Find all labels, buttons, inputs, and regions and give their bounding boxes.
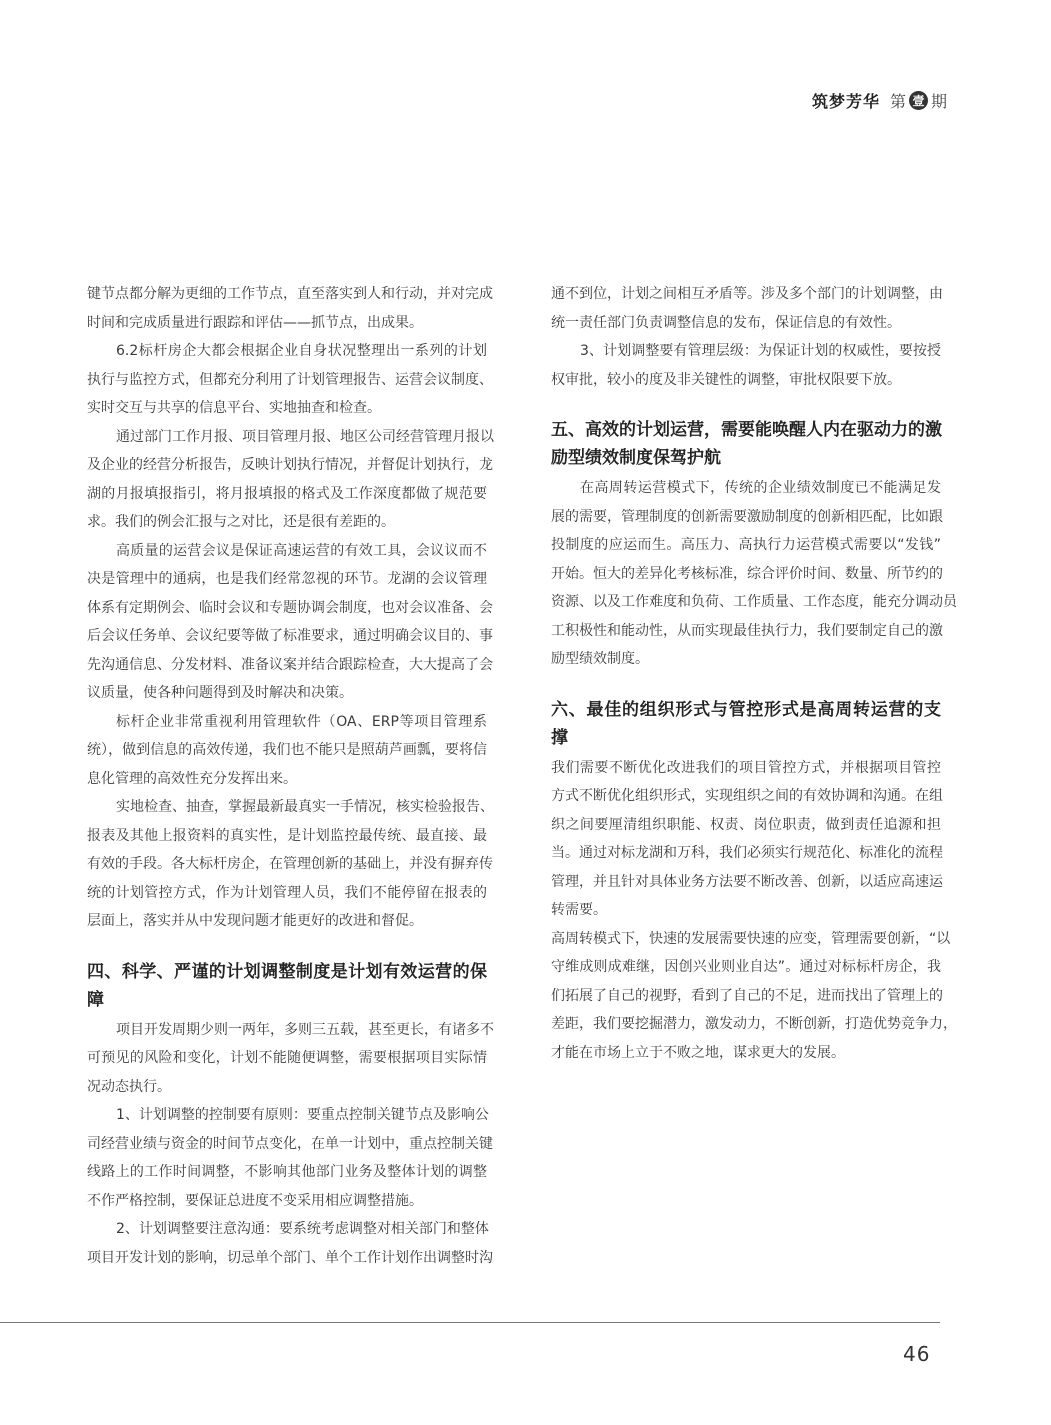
text-line: 及企业的经营分析报告，反映计划执行情况，并督促计划执行，龙	[87, 457, 493, 473]
paragraph	[87, 1215, 493, 1272]
text-line: 求。我们的例会汇报与之对比，还是很有差距的。	[87, 514, 395, 530]
text-line: 权审批，较小的度及非关键性的调整，审批权限要下放。	[551, 371, 901, 388]
text-line: 我们需要不断优化改进我们的项目管控方式，并根据项目管控	[551, 759, 941, 776]
text-line: 工积极性和能动性，从而实现最佳执行力，我们要制定自己的激	[551, 622, 943, 639]
text-line: 统的计划管控方式，作为计划管理人员，我们不能停留在报表的	[87, 884, 487, 901]
paragraph	[551, 754, 941, 925]
paragraph	[551, 925, 957, 1068]
text-line: 当。通过对标龙湖和万科，我们必须实行规范化、标准化的流程	[551, 845, 943, 861]
text-line: 投制度的应运而生。高压力、高执行力运营模式需要以“发钱”	[551, 537, 941, 553]
text-line: 障	[87, 989, 104, 1010]
text-line: 转需要。	[551, 902, 607, 918]
paragraph	[87, 793, 494, 936]
text-line: 先沟通信息、分发材料、准备议案并结合跟踪检查，大大提高了会	[87, 656, 493, 673]
text-line: 况动态执行。	[87, 1078, 171, 1095]
text-line: 四、科学、严谨的计划调整制度是计划有效运营的保	[87, 961, 487, 982]
text-line: 2、计划调整要注意沟通：要系统考虑调整对相关部门和整体	[116, 1221, 489, 1237]
text-line: 层面上，落实并从中发现问题才能更好的改进和督促。	[87, 913, 423, 929]
text-line: 励型绩效制度。	[551, 651, 649, 667]
text-line: 不作严格控制，要保证总进度不变采用相应调整措施。	[87, 1192, 423, 1209]
section-heading	[87, 958, 487, 1014]
issue-number-badge: 壹	[909, 91, 928, 110]
text-line: 励型绩效制度保驾护航	[551, 448, 721, 468]
section-heading	[551, 696, 941, 752]
text-line: 通不到位，计划之间相互矛盾等。涉及多个部门的计划调整，由	[551, 286, 943, 302]
text-line: 6.2标杆房企大都会根据企业自身状况整理出一系列的计划	[116, 343, 487, 359]
text-line: 标杆企业非常重视利用管理软件（OA、ERP等项目管理系	[116, 713, 487, 730]
paragraph	[87, 1101, 493, 1215]
text-line: 资源、以及工作难度和负荷、工作质量、工作态度，能充分调动员	[551, 594, 957, 610]
text-line: 差距，我们要挖掘潜力，激发动力，不断创新，打造优势竞争力，	[551, 1016, 957, 1032]
text-line: 管理，并且针对具体业务方法要不断改善、创新，以适应高速运	[551, 873, 943, 890]
text-line: 议质量，使各种问题得到及时解决和决策。	[87, 685, 353, 701]
text-line: 在高周转运营模式下，传统的企业绩效制度已不能满足发	[580, 480, 941, 496]
text-line: 决是管理中的通病，也是我们经常忽视的环节。龙湖的会议管理	[87, 571, 487, 587]
text-line: 高质量的运营会议是保证高速运营的有效工具，会议议而不	[116, 542, 487, 559]
paragraph	[551, 474, 957, 674]
text-line: 3、计划调整要有管理层级：为保证计划的权威性，要按授	[580, 343, 941, 359]
text-line: 息化管理的高效性充分发挥出来。	[87, 770, 297, 787]
paragraph	[87, 1016, 494, 1102]
text-line: 撑	[551, 727, 568, 748]
text-line: 键节点都分解为更细的工作节点，直至落实到人和行动，并对完成	[87, 286, 493, 302]
paragraph	[551, 280, 941, 337]
text-line: 体系有定期例会、临时会议和专题协调会制度，也对会议准备、会	[87, 599, 493, 616]
paragraph	[87, 337, 493, 423]
magazine-title: 筑梦芳华	[812, 91, 881, 111]
text-line: 执行与监控方式，但都充分利用了计划管理报告、运营会议制度、	[87, 371, 493, 388]
text-line: 统一责任部门负责调整信息的发布，保证信息的有效性。	[551, 314, 901, 331]
text-line: 项目开发计划的影响，切忌单个部门、单个工作计划作出调整时沟	[87, 1249, 493, 1266]
text-line: 项目开发周期少则一两年，多则三五载，甚至更长，有诸多不	[116, 1021, 494, 1038]
text-line: 通过部门工作月报、项目管理月报、地区公司经营管理月报以	[116, 428, 494, 445]
text-line: 司经营业绩与资金的时间节点变化，在单一计划中，重点控制关键	[87, 1135, 493, 1152]
text-line: 五、高效的计划运营，需要能唤醒人内在驱动力的激	[551, 420, 942, 440]
text-line: 实时交互与共享的信息平台、实地抽查和检查。	[87, 400, 381, 416]
page-number: 46	[903, 1342, 931, 1366]
paragraph	[87, 280, 493, 337]
section-heading	[551, 416, 941, 472]
text-line: 线路上的工作时间调整，不影响其他部门业务及整体计划的调整	[87, 1164, 487, 1180]
text-line: 可预见的风险和变化，计划不能随便调整，需要根据项目实际情	[87, 1050, 487, 1066]
paragraph	[551, 337, 941, 394]
text-line: 实地检查、抽查，掌握最新最真实一手情况，核实检验报告、	[116, 799, 494, 815]
text-line: 报表及其他上报资料的真实性，是计划监控最传统、最直接、最	[87, 827, 487, 844]
text-line: 统），做到信息的高效传递，我们也不能只是照葫芦画瓢，要将信	[87, 742, 487, 758]
paragraph	[87, 423, 494, 537]
text-line: 开始。恒大的差异化考核标准，综合评价时间、数量、所节约的	[551, 565, 943, 582]
text-line: 守维成则成难继，因创兴业则业自达”。通过对标标杆房企，我	[551, 959, 941, 975]
text-line: 方式不断优化组织形式，实现组织之间的有效协调和沟通。在组	[551, 788, 943, 804]
text-line: 才能在市场上立于不败之地，谋求更大的发展。	[551, 1044, 845, 1061]
text-line: 1、计划调整的控制要有原则：要重点控制关键节点及影响公	[116, 1107, 489, 1123]
issue-suffix: 期	[931, 91, 948, 111]
paragraph	[87, 537, 493, 708]
text-line: 时间和完成质量进行跟踪和评估——抓节点，出成果。	[87, 314, 423, 331]
text-line: 后会议任务单、会议纪要等做了标准要求，通过明确会议目的、事	[87, 628, 493, 644]
footer-divider	[0, 1322, 940, 1323]
page-header	[812, 88, 947, 112]
text-line: 六、最佳的组织形式与管控形式是高周转运营的支	[551, 699, 941, 720]
text-line: 高周转模式下，快速的发展需要快速的应变，管理需要创新，“以	[551, 930, 951, 947]
issue-prefix: 第	[890, 91, 907, 111]
text-line: 湖的月报填报指引，将月报填报的格式及工作深度都做了规范要	[87, 485, 487, 502]
paragraph	[87, 708, 487, 794]
text-line: 有效的手段。各大标杆房企，在管理创新的基础上，并没有摒弃传	[87, 856, 493, 872]
text-line: 织之间要厘清组织职能、权责、岗位职责，做到责任追源和担	[551, 816, 941, 833]
left-column	[87, 280, 494, 1272]
text-line: 展的需要，管理制度的创新需要激励制度的创新相匹配，比如跟	[551, 508, 943, 525]
text-line: 们拓展了自己的视野，看到了自己的不足，进而找出了管理上的	[551, 987, 943, 1004]
right-column	[551, 280, 957, 1067]
